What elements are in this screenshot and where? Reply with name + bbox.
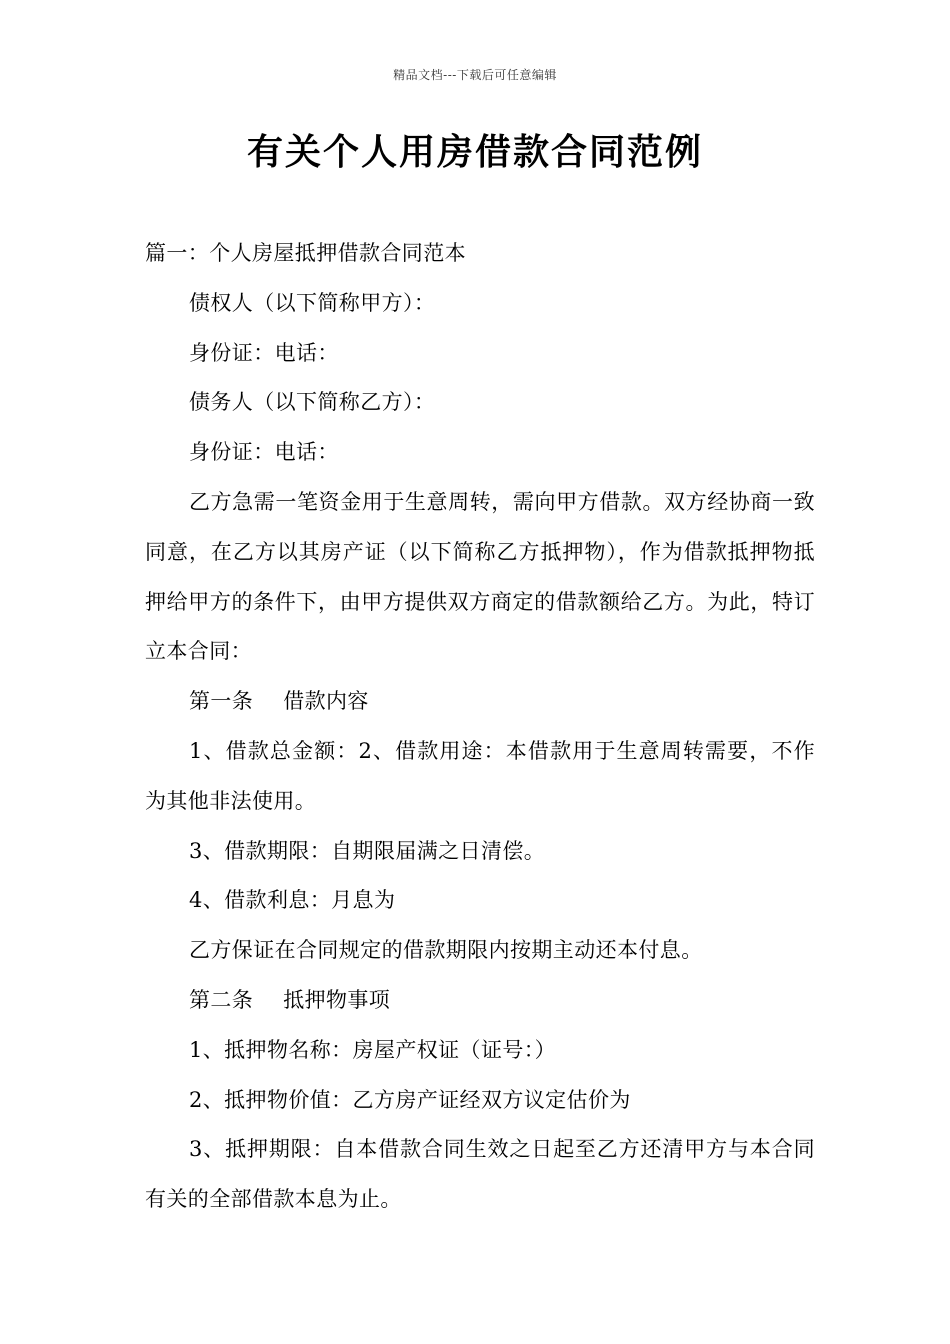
article2-heading [145, 976, 815, 1026]
creditor-line: 债权人（以下简称甲方）： [189, 290, 436, 315]
article1-name: 借款内容 [283, 689, 369, 714]
article1-item1: 1、借款总金额：2、借款用途：本借款用于生意周转需要，不作为其他非法使用。 [145, 738, 815, 813]
article2-item1: 1、抵押物名称：房屋产权证（证号：） [189, 1037, 557, 1062]
debtor-line: 债务人（以下简称乙方）： [189, 390, 436, 415]
intro-paragraph: 乙方急需一笔资金用于生意周转，需向甲方借款。双方经协商一致同意，在乙方以其房产证（以下简称乙方抵押物），作为借款抵押物抵押给甲方的条件下，由甲方提供双方商定的借款额给乙方。为此，特订立本合同： [145, 489, 815, 664]
section-title: 篇一：个人房屋抵押借款合同范本 [145, 241, 466, 265]
article1-item4: 4、借款利息：月息为 [189, 888, 396, 913]
article1-number: 第一条 [189, 689, 254, 714]
debtor-id-line: 身份证：电话： [189, 440, 339, 465]
article1-guarantee: 乙方保证在合同规定的借款期限内按期主动还本付息。 [189, 938, 703, 963]
article2-item3: 3、抵押期限：自本借款合同生效之日起至乙方还清甲方与本合同有关的全部借款本息为止。 [145, 1137, 815, 1212]
article2-name: 抵押物事项 [283, 987, 391, 1012]
creditor-id-line: 身份证：电话： [189, 340, 339, 365]
article2-item2: 2、抵押物价值：乙方房产证经双方议定估价为 [189, 1087, 631, 1112]
article2-number: 第二条 [189, 987, 254, 1012]
document-title: 有关个人用房借款合同范例 [246, 132, 703, 173]
article1-heading [145, 677, 815, 727]
article1-item3: 3、借款期限：自期限届满之日清偿。 [189, 838, 546, 863]
header-note: 精品文档---下载后可任意编辑 [393, 68, 557, 82]
document-body [145, 229, 815, 1225]
